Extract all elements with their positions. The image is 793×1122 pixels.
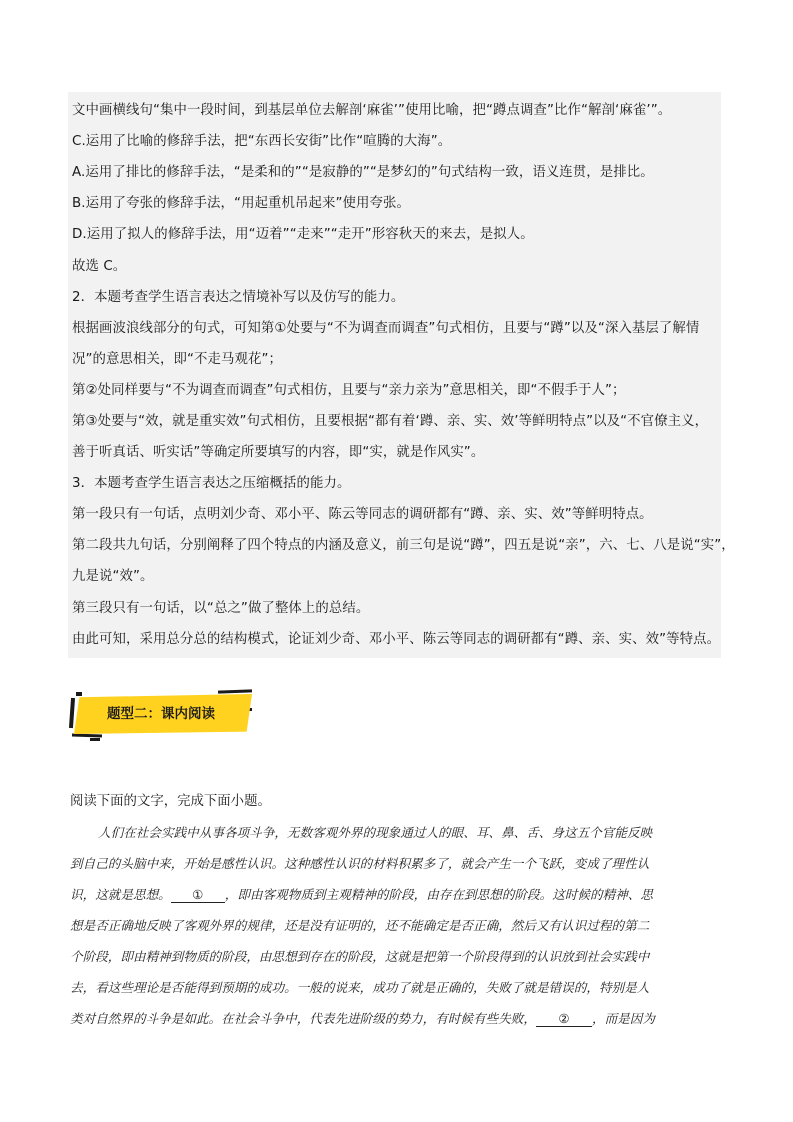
section-banner	[68, 688, 254, 742]
answer-line: 第③处要与“效，就是重实效”句式相仿，且要根据“都有着‘蹲、亲、实、效’等鲜明特点”以及“不官僚主义，	[72, 414, 709, 429]
blank-2[interactable]: ②	[536, 1011, 592, 1027]
answer-line: 况”的意思相关，即“不走马观花”；	[72, 352, 282, 367]
passage-line: 去，看这些理论是否能得到预期的成功。一般的说来，成功了就是正确的，失败了就是错误的，特别是人	[70, 980, 650, 995]
answer-line: 善于听真话、听实话”等确定所要填写的内容，即“实，就是作风实”。	[72, 445, 485, 460]
answer-explanation-box	[68, 92, 735, 658]
passage-line: 个阶段，即由精神到物质的阶段，由思想到存在的阶段，这就是把第一个阶段得到的认识放到社会实践中	[70, 949, 650, 964]
answer-line: 由此可知，采用总分总的结构模式，论证刘少奇、邓小平、陈云等同志的调研都有“蹲、亲、实、效”等特点。	[72, 632, 721, 647]
passage-text: 识，这就是思想。	[70, 887, 171, 902]
answer-line: 第②处同样要与“不为调查而调查”句式相仿，且要与“亲力亲为”意思相关，即“不假手于人”；	[72, 383, 626, 398]
passage-text: ，而是因为	[591, 1011, 655, 1026]
passage-text: ，即由客观物质到主观精神的阶段，由存在到思想的阶段。这时候的精神、思	[224, 887, 653, 902]
answer-line: 第三段只有一句话，以“总之”做了整体上的总结。	[72, 601, 370, 616]
answer-line: 3．本题考查学生语言表达之压缩概括的能力。	[72, 476, 351, 491]
passage-line: 到自己的头脑中来，开始是感性认识。这种感性认识的材料积累多了，就会产生一个飞跃，变成了理性认	[70, 856, 650, 871]
reading-instruction: 阅读下面的文字，完成下面小题。	[70, 794, 271, 809]
passage-line: 想是否正确地反映了客观外界的规律，还是没有证明的，还不能确定是否正确，然后又有认识过程的第二	[70, 918, 650, 933]
answer-line: 第一段只有一句话，点明刘少奇、邓小平、陈云等同志的调研都有“蹲、亲、实、效”等鲜明特点。	[72, 507, 653, 522]
passage-line: 人们在社会实践中从事各项斗争，无数客观外界的现象通过人的眼、耳、鼻、舌、身这五个官能反映	[98, 825, 653, 840]
answer-line: A.运用了排比的修辞手法，“是柔和的”“是寂静的”“是梦幻的”句式结构一致，语义连贯，是排比。	[72, 165, 654, 180]
answer-line: 2．本题考查学生语言表达之情境补写以及仿写的能力。	[72, 290, 405, 305]
passage-line	[70, 1008, 655, 1027]
passage-line	[70, 884, 653, 903]
blank-1[interactable]: ①	[171, 887, 225, 903]
answer-line: 文中画横线句“集中一段时间，到基层单位去解剖‘麻雀’”使用比喻，把“蹲点调查”比作“解剖‘麻雀’”。	[72, 103, 672, 118]
answer-line: C.运用了比喻的修辞手法，把“东西长安街”比作“喧腾的大海”。	[72, 134, 452, 149]
section-title: 题型二：课内阅读	[107, 706, 215, 722]
answer-line: 九是说“效”。	[72, 569, 154, 584]
answer-line: 第二段共九句话，分别阐释了四个特点的内涵及意义，前三句是说“蹲”，四五是说“亲”，六、七、八是说“实”，	[72, 538, 735, 553]
answer-line: 根据画波浪线部分的句式，可知第①处要与“不为调查而调查”句式相仿，且要与“蹲”以及“深入基层了解情	[72, 321, 700, 336]
answer-line: 故选 C。	[72, 259, 127, 274]
passage-text: 类对自然界的斗争是如此。在社会斗争中，代表先进阶级的势力，有时候有些失败，	[70, 1011, 536, 1026]
answer-line: D.运用了拟人的修辞手法，用“迈着”“走来”“走开”形容秋天的来去，是拟人。	[72, 227, 534, 242]
answer-line: B.运用了夸张的修辞手法，“用起重机吊起来”使用夸张。	[72, 196, 410, 211]
